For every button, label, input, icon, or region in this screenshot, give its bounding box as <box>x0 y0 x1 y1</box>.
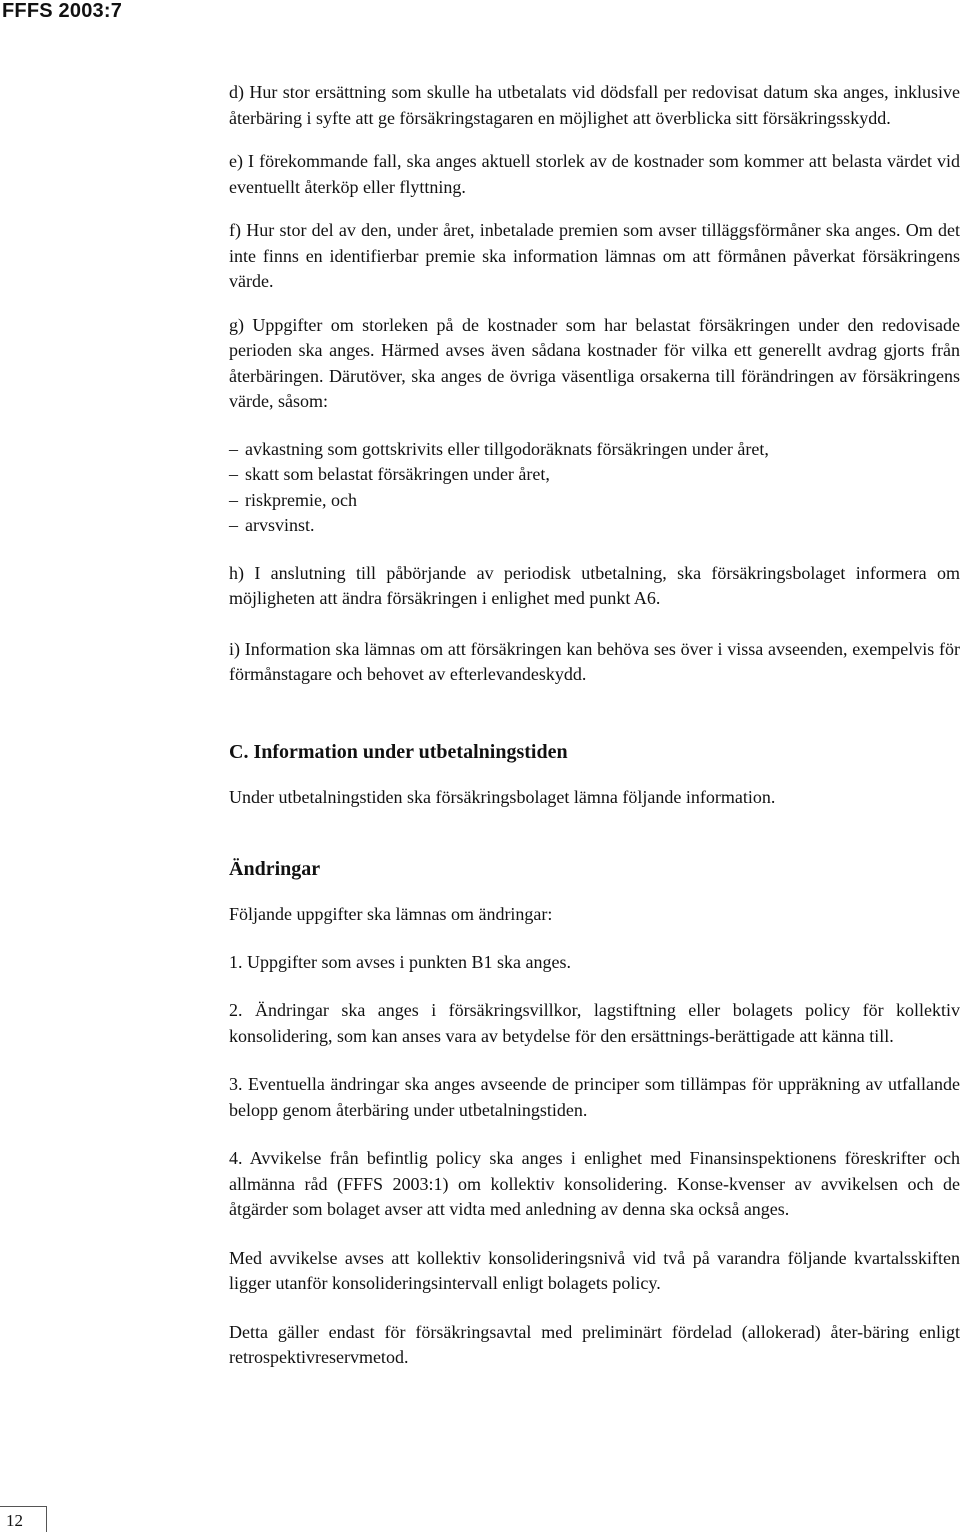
avvikelse-definition: Med avvikelse avses att kollektiv konsolideringsnivå vid två på varandra följande kvartalsskiften ligger utanför konsolideringsintervall enligt bolagets policy. <box>229 1247 960 1293</box>
dash-icon: – <box>229 515 238 535</box>
dash-icon: – <box>229 489 238 510</box>
andring-1: 1. Uppgifter som avses i punkten B1 ska anges. <box>229 951 571 972</box>
andring-2: 2. Ändringar ska anges i försäkringsvillkor, lagstiftning eller bolagets policy för kollektiv konsolidering, som kan anses vara av betydelse för den ersättnings-berättigade att känna till. <box>229 1000 960 1046</box>
list-item: – arvsvinst. <box>229 513 960 539</box>
andring-4: 4. Avvikelse från befintlig policy ska anges i enlighet med Finansinspektionens föreskrifter och allmänna råd (FFFS 2003:1) om kollektiv konsolidering. Konse-kvenser av avvikelsen och de åtgärder som bolaget avser att vidta med anledning av denna ska också anges. <box>229 1148 960 1219</box>
item-h: h) I anslutning till påbörjande av periodisk utbetalning, ska försäkringsbolaget informera om möjligheten att ändra försäkringen i enlighet med punkt A6. <box>229 562 960 608</box>
dash-icon: – <box>229 438 238 459</box>
item-e: e) I förekommande fall, ska anges aktuell storlek av de kostnader som kommer att belasta värdet vid eventuellt återköp eller flyttning. <box>229 151 960 197</box>
document-header: FFFS 2003:7 <box>2 0 123 22</box>
list-item: – riskpremie, och <box>229 488 960 514</box>
scope-note: Detta gäller endast för försäkringsavtal med preliminärt fördelad (allokerad) åter-bäring enligt retrospektivreservmetod. <box>229 1321 960 1367</box>
document-body <box>229 80 960 1371</box>
section-c-intro: Under utbetalningstiden ska försäkringsbolaget lämna följande information. <box>229 787 776 807</box>
item-d: d) Hur stor ersättning som skulle ha utbetalats vid dödsfall per redovisat datum ska anges, inklusive återbäring i syfte att ge försäkringstagaren en möjlighet att överblicka sitt försäkringsskydd. <box>229 82 960 128</box>
dash-icon: – <box>229 464 238 484</box>
item-g: g) Uppgifter om storleken på de kostnader som har belastat försäkringen under den redovisade perioden ska anges. Härmed avses även sådana kostnader för vilka ett generellt avdrag gjorts från återbäringen. Därutöver, ska anges de övriga väsentliga orsakerna till förändringen av försäkringens värde, såsom: <box>229 314 960 411</box>
list-item: – skatt som belastat försäkringen under året, <box>229 462 960 488</box>
list-item: – avkastning som gottskrivits eller tillgodoräknats försäkringen under året, <box>229 437 960 463</box>
cost-cause-list <box>229 437 960 539</box>
section-c-heading: C. Information under utbetalningstiden <box>229 740 568 763</box>
andringar-heading: Ändringar <box>229 857 321 880</box>
page-number: 12 <box>6 1511 23 1530</box>
item-f: f) Hur stor del av den, under året, inbetalade premien som avser tilläggsförmåner ska anges. Om det inte finns en identifierbar premie ska information lämnas om att förmånen påverkat försäkringens värde. <box>229 220 960 291</box>
andringar-intro: Följande uppgifter ska lämnas om ändringar: <box>229 904 553 924</box>
item-i: i) Information ska lämnas om att försäkringen kan behöva ses över i vissa avseenden, exempelvis för förmånstagare och behovet av efterlevandeskydd. <box>229 638 960 684</box>
page-number-box <box>0 1506 47 1532</box>
andring-3: 3. Eventuella ändringar ska anges avseende de principer som tillämpas för uppräkning av utfallande belopp genom återbäring under utbetalningstiden. <box>229 1074 960 1120</box>
